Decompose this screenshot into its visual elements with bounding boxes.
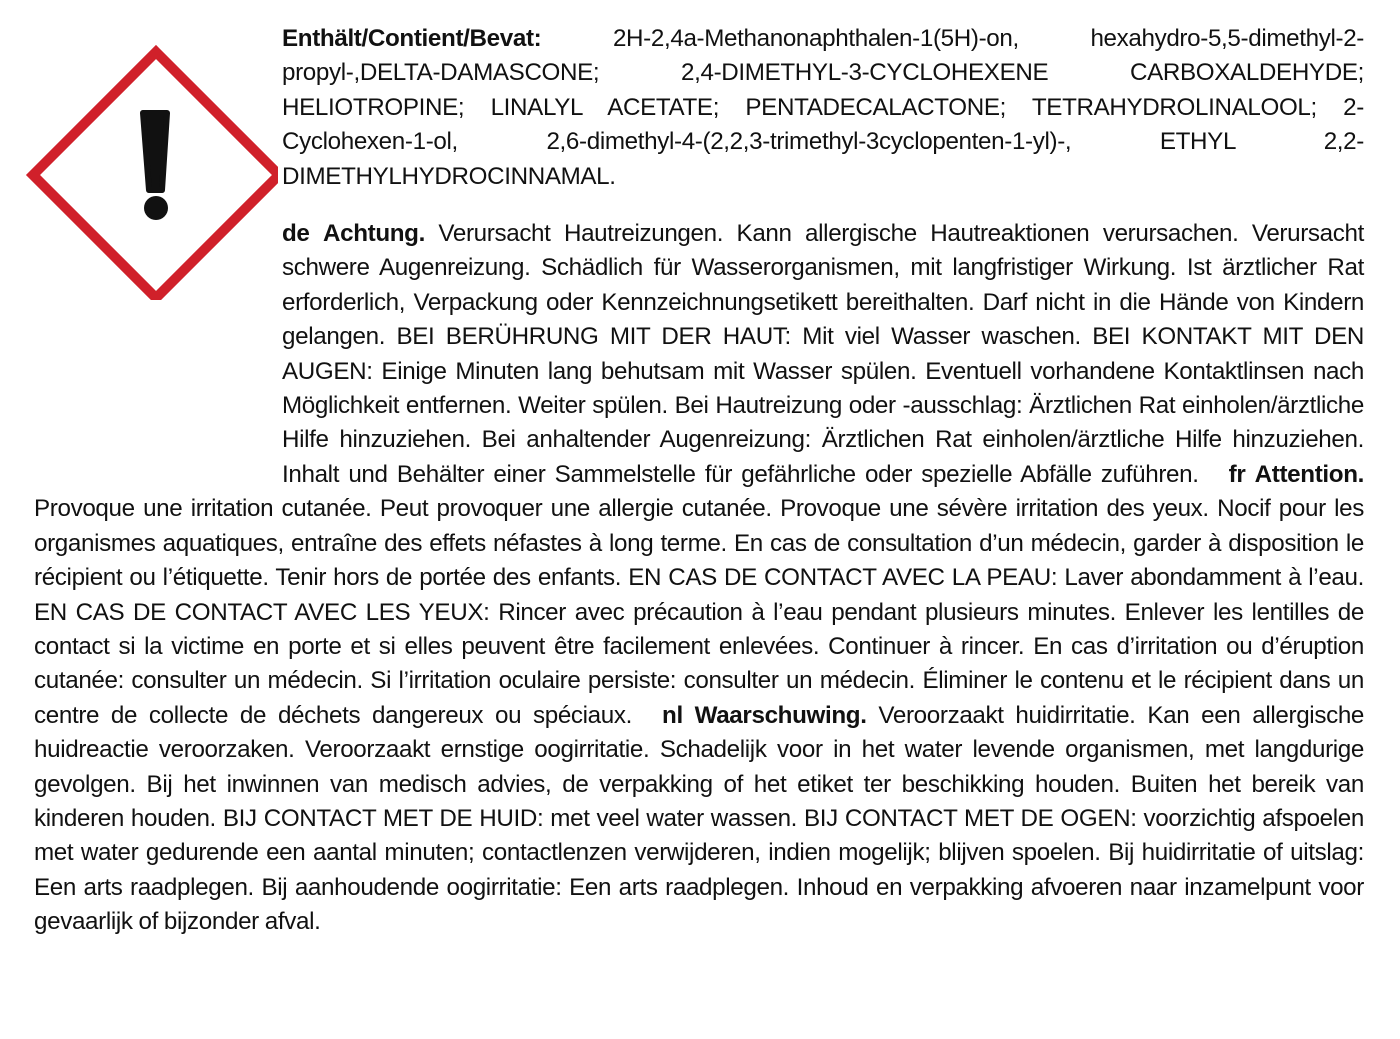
- hazard-label: [34, 22, 1364, 940]
- warning-fr-code: fr: [1228, 460, 1246, 488]
- warning-de-code: de: [282, 220, 310, 248]
- contains-label: Enthält/Contient/Bevat:: [282, 25, 542, 52]
- contains-text: 2H-2,4a-Methanonaphthalen-1(5H)-on, hexahydro-5,5-dimethyl-2-propyl-,DELTA-DAMASCONE; 2,4-DIMETHYL-3-CYCLOHEXENE CARBOXALDEHYDE; HELIOTROPINE; LINALYL ACETATE; PENTADECALACTONE; TETRAHYDROLINALOOL; 2-Cyclohexen-1-ol, 2,6-dimethyl-4-(2,2,3-trimethyl-3cyclopenten-1-yl)-, ETHYL 2,2-DIMETHYLHYDROCINNAMAL.: [282, 25, 1365, 190]
- warning-nl-text: Veroorzaakt huidirritatie. Kan een allergische huidreactie veroorzaken. Veroorzaakt ernstige oogirritatie. Schadelijk voor in het water levende organismen, met langdurige gevolgen. Bij het inwinnen van medisch advies, de verpakking of het etiket ter beschikking houden. Buiten het bereik van kinderen houden. BIJ CONTACT MET DE HUID: met veel water wassen. BIJ CONTACT MET DE OGEN: voorzichtig afspoelen met water gedurende een aantal minuten; contactlenzen verwijderen, indien mogelijk; blijven spoelen. Bij huidirritatie of uitslag: Een arts raadplegen. Bij aanhoudende oogirritatie: Een arts raadplegen. Inhoud en verpakking afvoeren naar inzamelpunt voor gevaarlijk of bijzonder afval.: [34, 701, 1365, 936]
- warning-nl-signal: Waarschuwing.: [694, 701, 867, 729]
- warning-nl-code: nl: [662, 701, 683, 729]
- exclamation-mark-icon: [0, 22, 278, 300]
- hazard-pictogram: [0, 22, 278, 462]
- warning-de-signal: Achtung.: [322, 220, 425, 248]
- exclamation-bar: [143, 113, 167, 190]
- warning-fr-signal: Attention.: [1254, 460, 1364, 488]
- warning-fr-text: Provoque une irritation cutanée. Peut provoquer une allergie cutanée. Provoque une sévère irritation des yeux. Nocif pour les organismes aquatiques, entraîne des effets néfastes à long terme. En cas de consultation d’un médecin, garder à disposition le récipient ou l’étiquette. Tenir hors de portée des enfants. EN CAS DE CONTACT AVEC LA PEAU: Laver abondamment à l’eau. EN CAS DE CONTACT AVEC LES YEUX: Rincer avec précaution à l’eau pendant plusieurs minutes. Enlever les lentilles de contact si la victime en porte et si elles peuvent être facilement enlevées. Continuer à rincer. En cas d’irritation ou d’éruption cutanée: consulter un médecin. Si l’irritation oculaire persiste: consulter un médecin. Éliminer le contenu et le récipient dans un centre de collecte de déchets dangereux ou spéciaux.: [34, 495, 1364, 729]
- warning-de-text: Verursacht Hautreizungen. Kann allergische Hautreaktionen verursachen. Verursacht schwere Augenreizung. Schädlich für Wasserorganismen, mit langfristiger Wirkung. Ist ärztlicher Rat erforderlich, Verpackung oder Kennzeichnungsetikett bereithalten. Darf nicht in die Hände von Kindern gelangen. BEI BERÜHRUNG MIT DER HAUT: Mit viel Wasser waschen. BEI KONTAKT MIT DEN AUGEN: Einige Minuten lang behutsam mit Wasser spülen. Eventuell vorhandene Kontaktlinsen nach Möglichkeit entfernen. Weiter spülen. Bei Hautreizung oder -ausschlag: Ärztlichen Rat einholen/ärztliche Hilfe hinzuziehen. Bei anhaltender Augenreizung: Ärztlichen Rat einholen/ärztliche Hilfe hinzuziehen. Inhalt und Behälter einer Sammelstelle für gefährliche oder spezielle Abfälle zuführen.: [282, 220, 1364, 488]
- exclamation-dot: [144, 196, 168, 220]
